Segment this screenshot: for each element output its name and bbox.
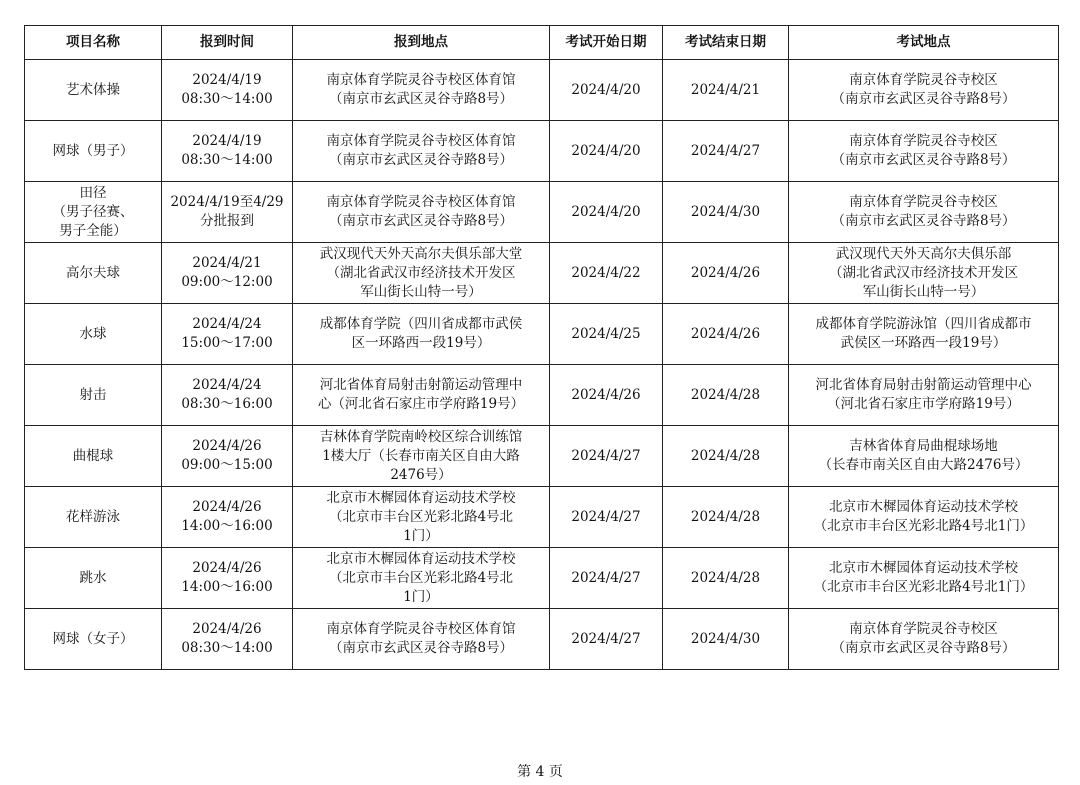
cell-project-name-line: 男子全能） [59,222,127,239]
table-body [25,60,1059,670]
cell-exam-end-date: 2024/4/28 [663,548,789,609]
cell-checkin-place [293,609,550,670]
cell-exam-place [789,243,1059,304]
cell-exam-place [789,60,1059,121]
cell-checkin-place-line: 河北省体育局射击射箭运动管理中 [319,377,523,393]
cell-checkin-place [293,365,550,426]
cell-exam-place [789,609,1059,670]
cell-exam-place [789,304,1059,365]
cell-checkin-place [293,487,550,548]
cell-checkin-place-line: 南京体育学院灵谷寺校区体育馆 [326,194,516,210]
cell-exam-place [789,121,1059,182]
cell-checkin-place [293,182,550,243]
cell-checkin-time [162,304,293,365]
cell-project-name [25,182,162,243]
header-checkin-place: 报到地点 [293,26,550,60]
cell-checkin-time-line: 2024/4/26 [192,560,262,576]
cell-checkin-place [293,426,550,487]
cell-exam-place-line: 南京体育学院灵谷寺校区 [849,133,998,149]
cell-checkin-place-line: （北京市丰台区光彩北路4号北 [328,508,514,525]
cell-exam-place [789,487,1059,548]
table-row [25,304,1059,365]
cell-project-name-line: 网球（男子） [52,142,134,159]
cell-exam-place-line: （南京市玄武区灵谷寺路8号） [831,91,1016,107]
cell-checkin-place-line: 南京体育学院灵谷寺校区体育馆 [326,133,516,149]
cell-checkin-place-line: 南京体育学院灵谷寺校区体育馆 [326,621,516,637]
cell-project-name-line: 水球 [79,325,107,342]
cell-checkin-time-line: 09:00～12:00 [181,274,273,290]
cell-project-name-line: 射击 [79,386,107,403]
cell-checkin-time-line: 2024/4/26 [192,438,262,454]
cell-exam-start-date: 2024/4/20 [550,121,663,182]
cell-checkin-time-line: 08:30～14:00 [181,640,273,656]
cell-checkin-place [293,304,550,365]
cell-exam-place [789,548,1059,609]
cell-exam-end-date: 2024/4/26 [663,243,789,304]
cell-checkin-place-line: （湖北省武汉市经济技术开发区 [326,264,516,281]
cell-checkin-place-line: 心（河北省石家庄市学府路19号） [317,396,525,412]
table-row [25,609,1059,670]
cell-checkin-time [162,121,293,182]
cell-exam-place-line: （南京市玄武区灵谷寺路8号） [831,640,1016,656]
exam-schedule-table [24,25,1059,670]
cell-exam-place-line: 成都体育学院游泳馆（四川省成都市 [815,316,1032,332]
header-project-name: 项目名称 [25,26,162,60]
cell-project-name [25,426,162,487]
cell-checkin-time-line: 14:00～16:00 [181,518,273,534]
cell-exam-start-date: 2024/4/27 [550,548,663,609]
cell-project-name [25,609,162,670]
cell-project-name-line: 艺术体操 [66,81,120,98]
cell-project-name-line: 高尔夫球 [66,264,120,281]
cell-exam-place-line: 军山街长山特一号） [862,283,985,300]
cell-project-name [25,60,162,121]
cell-checkin-time-line: 2024/4/21 [192,255,262,271]
cell-checkin-time [162,487,293,548]
cell-checkin-place-line: （南京市玄武区灵谷寺路8号） [328,640,514,656]
cell-exam-end-date: 2024/4/30 [663,182,789,243]
cell-checkin-place-line: 1门） [403,588,439,605]
cell-exam-place-line: （南京市玄武区灵谷寺路8号） [831,152,1016,168]
cell-checkin-place [293,60,550,121]
cell-project-name-line: 曲棍球 [72,447,114,464]
cell-checkin-place-line: 1楼大厅（长春市南关区自由大路 [322,447,520,464]
cell-exam-place-line: （河北省石家庄市学府路19号） [827,396,1020,412]
cell-checkin-time-line: 分批报到 [200,213,254,229]
cell-checkin-time [162,60,293,121]
cell-project-name [25,121,162,182]
cell-project-name [25,243,162,304]
cell-checkin-time-line: 08:30～16:00 [181,396,273,412]
cell-checkin-place-line: （南京市玄武区灵谷寺路8号） [328,213,514,229]
cell-exam-place-line: （北京市丰台区光彩北路4号北1门） [813,579,1034,595]
cell-exam-end-date: 2024/4/30 [663,609,789,670]
cell-checkin-time [162,365,293,426]
cell-checkin-place [293,243,550,304]
cell-checkin-place-line: 北京市木樨园体育运动技术学校 [326,489,516,506]
cell-exam-place-line: 武侯区一环路西一段19号） [840,335,1007,351]
table-row [25,182,1059,243]
cell-checkin-time-line: 2024/4/24 [192,377,262,393]
table-row [25,121,1059,182]
cell-project-name [25,487,162,548]
cell-exam-place-line: （长春市南关区自由大路2476号） [818,457,1029,473]
cell-checkin-time-line: 2024/4/24 [192,316,262,332]
cell-project-name-line: 田径 [79,184,107,201]
cell-checkin-place-line: 2476号） [390,466,452,483]
cell-checkin-time-line: 2024/4/26 [192,499,262,515]
header-checkin-time: 报到时间 [162,26,293,60]
table-row [25,548,1059,609]
cell-checkin-place-line: 军山街长山特一号） [360,283,482,300]
cell-project-name [25,304,162,365]
cell-checkin-place-line: （南京市玄武区灵谷寺路8号） [328,152,514,168]
header-exam-place: 考试地点 [789,26,1059,60]
cell-exam-start-date: 2024/4/26 [550,365,663,426]
cell-exam-place-line: 北京市木樨园体育运动技术学校 [829,499,1018,515]
cell-checkin-time-line: 2024/4/19 [192,72,262,88]
cell-exam-end-date: 2024/4/26 [663,304,789,365]
cell-checkin-time-line: 09:00～15:00 [181,457,273,473]
table-row [25,60,1059,121]
cell-project-name-line: 跳水 [79,569,107,586]
cell-checkin-place-line: 成都体育学院（四川省成都市武侯 [319,316,523,332]
cell-exam-end-date: 2024/4/28 [663,365,789,426]
cell-checkin-place-line: （北京市丰台区光彩北路4号北 [328,569,514,586]
cell-checkin-time-line: 15:00～17:00 [181,335,273,351]
cell-exam-place-line: 南京体育学院灵谷寺校区 [849,72,998,88]
cell-exam-start-date: 2024/4/22 [550,243,663,304]
cell-exam-start-date: 2024/4/25 [550,304,663,365]
cell-checkin-place-line: 南京体育学院灵谷寺校区体育馆 [326,72,516,88]
cell-exam-start-date: 2024/4/20 [550,182,663,243]
cell-project-name-line: 网球（女子） [52,630,134,647]
table-row [25,426,1059,487]
cell-exam-end-date: 2024/4/28 [663,426,789,487]
cell-checkin-time-line: 08:30～14:00 [181,91,273,107]
cell-checkin-place-line: （南京市玄武区灵谷寺路8号） [328,91,514,107]
cell-exam-place-line: 南京体育学院灵谷寺校区 [849,194,998,210]
cell-checkin-place-line: 吉林体育学院南岭校区综合训练馆 [319,428,523,445]
cell-checkin-time [162,182,293,243]
cell-checkin-place [293,548,550,609]
header-exam-end-date: 考试结束日期 [663,26,789,60]
cell-checkin-time [162,426,293,487]
cell-exam-place [789,365,1059,426]
table-header-row [25,26,1059,60]
cell-exam-start-date: 2024/4/27 [550,426,663,487]
cell-exam-place [789,426,1059,487]
cell-checkin-time-line: 2024/4/19至4/29 [170,194,284,210]
cell-project-name [25,548,162,609]
cell-checkin-place-line: 1门） [403,527,439,544]
cell-checkin-time-line: 14:00～16:00 [181,579,273,595]
cell-exam-start-date: 2024/4/27 [550,487,663,548]
page-number: 第 4 页 [517,764,563,780]
cell-exam-place-line: 武汉现代天外天高尔夫俱乐部 [835,245,1012,262]
cell-checkin-time-line: 08:30～14:00 [181,152,273,168]
cell-exam-place [789,182,1059,243]
cell-project-name [25,365,162,426]
cell-exam-place-line: 北京市木樨园体育运动技术学校 [829,560,1018,576]
cell-exam-start-date: 2024/4/20 [550,60,663,121]
cell-checkin-place-line: 北京市木樨园体育运动技术学校 [326,550,516,567]
cell-exam-place-line: 南京体育学院灵谷寺校区 [849,621,998,637]
cell-exam-place-line: （北京市丰台区光彩北路4号北1门） [813,518,1034,534]
cell-checkin-time [162,548,293,609]
cell-exam-place-line: 吉林省体育局曲棍球场地 [849,438,998,454]
cell-exam-end-date: 2024/4/21 [663,60,789,121]
table-row [25,365,1059,426]
cell-exam-place-line: （湖北省武汉市经济技术开发区 [829,264,1018,281]
cell-checkin-place-line: 武汉现代天外天高尔夫俱乐部大堂 [319,245,523,262]
cell-project-name-line: 花样游泳 [66,508,120,525]
cell-checkin-time-line: 2024/4/26 [192,621,262,637]
table-row [25,487,1059,548]
cell-project-name-line: （男子径赛、 [52,203,134,220]
cell-checkin-place [293,121,550,182]
cell-checkin-time [162,609,293,670]
table-row [25,243,1059,304]
cell-exam-end-date: 2024/4/28 [663,487,789,548]
header-exam-start-date: 考试开始日期 [550,26,663,60]
cell-checkin-time-line: 2024/4/19 [192,133,262,149]
cell-exam-end-date: 2024/4/27 [663,121,789,182]
cell-exam-start-date: 2024/4/27 [550,609,663,670]
cell-exam-place-line: 河北省体育局射击射箭运动管理中心 [815,377,1032,393]
cell-checkin-place-line: 区一环路西一段19号） [351,335,491,351]
cell-exam-place-line: （南京市玄武区灵谷寺路8号） [831,213,1016,229]
cell-checkin-time [162,243,293,304]
